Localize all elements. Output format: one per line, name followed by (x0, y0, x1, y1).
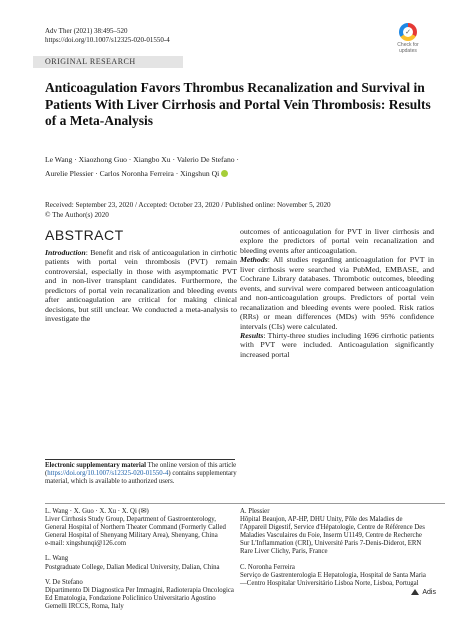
affiliation-item (240, 508, 430, 557)
supplementary-note (45, 462, 237, 487)
crossmark-icon: ✓ (399, 23, 417, 41)
journal-meta (45, 27, 170, 45)
abstract-left-column (45, 248, 237, 324)
affiliation-body: Dipartimento Di Diagnostica Per Immagini, Radioterapia Oncologica Ed Ematologia, Fondazione Policlinico Universitario Agostino Gemelli IRCCS, Roma, Italy (45, 586, 234, 610)
publication-dates (45, 201, 445, 220)
authors-line-1: Le Wang · Xiaozhong Guo · Xiangbo Xu · Valerio De Stefano · (45, 155, 239, 164)
author-list (45, 153, 445, 181)
introduction-continued: outcomes of anticoagulation for PVT in liver cirrhosis and explore the predictors of portal vein recanalization and bleeding events after anticoagulation. (240, 227, 434, 255)
affiliation-item (240, 564, 430, 588)
affiliation-body: Liver Cirrhosis Study Group, Department of Gastroenterology, General Hospital of Northern Theater Command (Formerly Called General Hospital of Shenyang Military Area), Shenyang, China (45, 516, 226, 540)
esm-link[interactable]: https://doi.org/10.1007/s12325-020-01550-4 (47, 470, 169, 478)
esm-label: Electronic supplementary material (45, 462, 147, 469)
results-label: Results (240, 330, 264, 340)
abstract-introduction (45, 248, 237, 324)
methods-label: Methods (240, 255, 268, 265)
esm-text-1: The online version of this article ( (45, 462, 237, 478)
affiliation-item (45, 508, 235, 548)
section-label: ORIGINAL RESEARCH (45, 57, 136, 66)
adis-logo-icon (411, 589, 419, 595)
abstract-results (240, 331, 434, 359)
affiliation-item (45, 555, 235, 571)
affiliation-body: Postgraduate College, Dalian Medical University, Dalian, China (45, 563, 220, 571)
affiliation-names: C. Noronha Ferreira (240, 563, 295, 571)
abstract-heading: ABSTRACT (45, 227, 124, 243)
orcid-icon[interactable] (221, 170, 228, 177)
check-for-updates-badge[interactable] (395, 23, 421, 54)
affiliations-right (240, 508, 430, 595)
authors-line-2: Aurelie Plessier · Carlos Noronha Ferreira · Xingshun Qi (45, 169, 220, 178)
esm-divider (45, 459, 235, 460)
affiliations-left (45, 508, 235, 618)
abstract-methods (240, 255, 434, 331)
section-band (33, 56, 183, 68)
affiliations-divider (45, 503, 445, 504)
affiliation-body: Serviço de Gastrenterologia E Hepatologia, Hospital de Santa Maria—Centro Hospitalar Universitário Lisboa Norte, Lisboa, Portugal (240, 571, 426, 587)
abstract-right-column (240, 227, 434, 359)
badge-label: Check for updates (397, 42, 419, 54)
results-text: : Thirty-three studies including 1696 cirrhotic patients with PVT were included. Anticoagulation significantly increased portal (240, 330, 434, 359)
publisher-name: Adis (422, 589, 436, 596)
affiliation-item (45, 579, 235, 611)
paper-title: Anticoagulation Favors Thrombus Recanalization and Survival in Patients With Liver Cirrhosis and Portal Vein Thrombosis: Results of a Meta-Analysis (45, 80, 431, 128)
affiliation-names: L. Wang (45, 555, 69, 563)
received-dates: Received: September 23, 2020 / Accepted: October 23, 2020 / Published online: November 5, 2020 (45, 201, 331, 209)
methods-text: : All studies regarding anticoagulation for PVT in liver cirrhosis were searched via PubMed, EMBASE, and Cochrane Library databases. Thrombotic outcomes, bleeding events, and survival were compared between anticoagulation and non-anticoagulation groups. Predictors of portal vein recanalization and bleeding events were pooled. Risk ratios (RRs) or mean differences (MDs) with 95% confidence intervals (CIs) were calculated. (240, 255, 434, 331)
doi-link[interactable]: https://doi.org/10.1007/s12325-020-01550-4 (45, 36, 170, 44)
affiliation-names: V. De Stefano (45, 578, 83, 586)
esm-text-2: ) contains supplementary material, which is available to authorized users. (45, 470, 237, 486)
affiliation-names: L. Wang · X. Guo · X. Xu · X. Qi (✉) (45, 508, 149, 515)
affiliation-names: A. Plessier (240, 508, 270, 515)
copyright: © The Author(s) 2020 (45, 210, 109, 219)
journal-citation: Adv Ther (2021) 38:495–520 (45, 27, 128, 35)
affiliation-body: Hôpital Beaujon, AP-HP, DHU Unity, Pôle des Maladies de l'Appareil Digestif, Service d'Hépatologie, Centre de Référence Des Maladies Vasculaires du Foie, Inserm U1149, Centre de Recherche Sur L'Inflammation (CRI), Université Paris 7-Denis-Diderot, ERN Rare Liver Clichy, Paris, France (240, 516, 425, 556)
affiliation-email[interactable]: e-mail: xingshunqi@126.com (45, 540, 127, 548)
introduction-text: : Benefit and risk of anticoagulation in cirrhotic patients with portal vein thrombosis (PVT) remain controversial, especially in those with asymptomatic PVT and in non-liver transplant candidates. Furthermore, the predictors of portal vein recanalization and bleeding events after anticoagulation are critical for making clinical decisions, but still unclear. We conducted a meta-analysis to investigate the (45, 248, 237, 324)
introduction-label: Introduction (45, 248, 86, 257)
publisher-logo (411, 589, 436, 596)
